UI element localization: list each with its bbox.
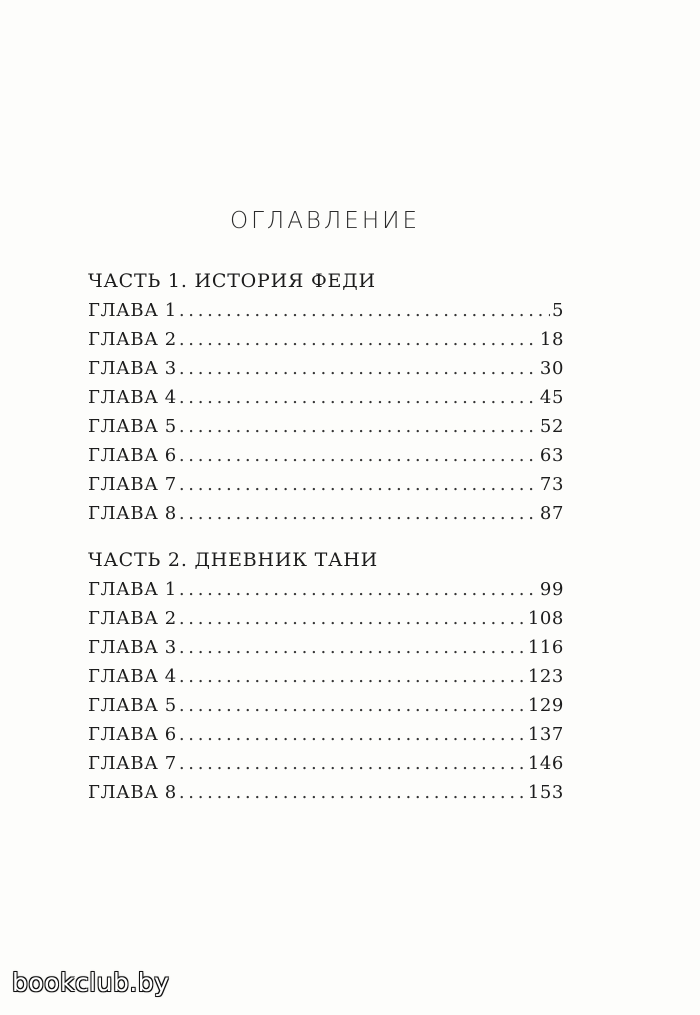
- chapter-label: ГЛАВА 8: [88, 503, 177, 524]
- toc-entry[interactable]: [88, 575, 564, 604]
- dot-leader: [179, 412, 538, 441]
- toc-entry[interactable]: [88, 412, 564, 441]
- chapter-label: ГЛАВА 7: [88, 474, 177, 495]
- page-number: 30: [539, 358, 564, 379]
- page-number: 137: [527, 724, 564, 745]
- chapter-label: ГЛАВА 5: [88, 695, 177, 716]
- toc-part-2: [88, 545, 564, 807]
- page-number: 5: [551, 300, 564, 321]
- chapter-label: ГЛАВА 7: [88, 753, 177, 774]
- dot-leader: [179, 633, 526, 662]
- chapter-label: ГЛАВА 4: [88, 387, 177, 408]
- page-number: 18: [539, 329, 564, 350]
- page-number: 116: [527, 637, 564, 658]
- part-heading: ЧАСТЬ 1. ИСТОРИЯ ФЕДИ: [88, 270, 376, 292]
- chapter-label: ГЛАВА 2: [88, 329, 177, 350]
- page-number: 87: [539, 503, 564, 524]
- chapter-label: ГЛАВА 1: [88, 579, 177, 600]
- page-number: 63: [539, 445, 564, 466]
- dot-leader: [179, 441, 538, 470]
- toc-entry[interactable]: [88, 441, 564, 470]
- dot-leader: [179, 354, 538, 383]
- dot-leader: [179, 470, 538, 499]
- dot-leader: [179, 325, 538, 354]
- toc-entry[interactable]: [88, 749, 564, 778]
- page-number: 123: [527, 666, 564, 687]
- chapter-label: ГЛАВА 5: [88, 416, 177, 437]
- page-title: ОГЛАВЛЕНИЕ: [229, 208, 421, 234]
- page-number: 153: [527, 782, 564, 803]
- dot-leader: [179, 691, 526, 720]
- toc-entry[interactable]: [88, 662, 564, 691]
- dot-leader: [179, 575, 538, 604]
- part-heading: ЧАСТЬ 2. ДНЕВНИК ТАНИ: [88, 549, 379, 571]
- toc-entry[interactable]: [88, 470, 564, 499]
- chapter-label: ГЛАВА 6: [88, 724, 177, 745]
- chapter-label: ГЛАВА 6: [88, 445, 177, 466]
- page-number: 99: [539, 579, 564, 600]
- toc-entry[interactable]: [88, 499, 564, 528]
- page-number: 45: [539, 387, 564, 408]
- chapter-label: ГЛАВА 3: [88, 637, 177, 658]
- dot-leader: [179, 749, 526, 778]
- dot-leader: [179, 720, 526, 749]
- toc-entry[interactable]: [88, 354, 564, 383]
- toc-entry[interactable]: [88, 720, 564, 749]
- chapter-label: ГЛАВА 2: [88, 608, 177, 629]
- page-number: 73: [539, 474, 564, 495]
- dot-leader: [179, 604, 526, 633]
- toc-entry[interactable]: [88, 778, 564, 807]
- toc-part-1: [88, 266, 564, 528]
- toc-entry[interactable]: [88, 604, 564, 633]
- chapter-label: ГЛАВА 8: [88, 782, 177, 803]
- page-number: 108: [527, 608, 564, 629]
- dot-leader: [179, 499, 538, 528]
- page-number: 129: [527, 695, 564, 716]
- chapter-label: ГЛАВА 4: [88, 666, 177, 687]
- page-number: 52: [539, 416, 564, 437]
- toc-entry[interactable]: [88, 383, 564, 412]
- dot-leader: [179, 383, 538, 412]
- dot-leader: [179, 662, 526, 691]
- toc-entry[interactable]: [88, 691, 564, 720]
- chapter-label: ГЛАВА 1: [88, 300, 177, 321]
- watermark: bookclub.by: [12, 968, 170, 997]
- toc-entry[interactable]: [88, 633, 564, 662]
- dot-leader: [179, 296, 550, 325]
- dot-leader: [179, 778, 526, 807]
- toc-entry[interactable]: [88, 296, 564, 325]
- page-number: 146: [527, 753, 564, 774]
- chapter-label: ГЛАВА 3: [88, 358, 177, 379]
- toc-entry[interactable]: [88, 325, 564, 354]
